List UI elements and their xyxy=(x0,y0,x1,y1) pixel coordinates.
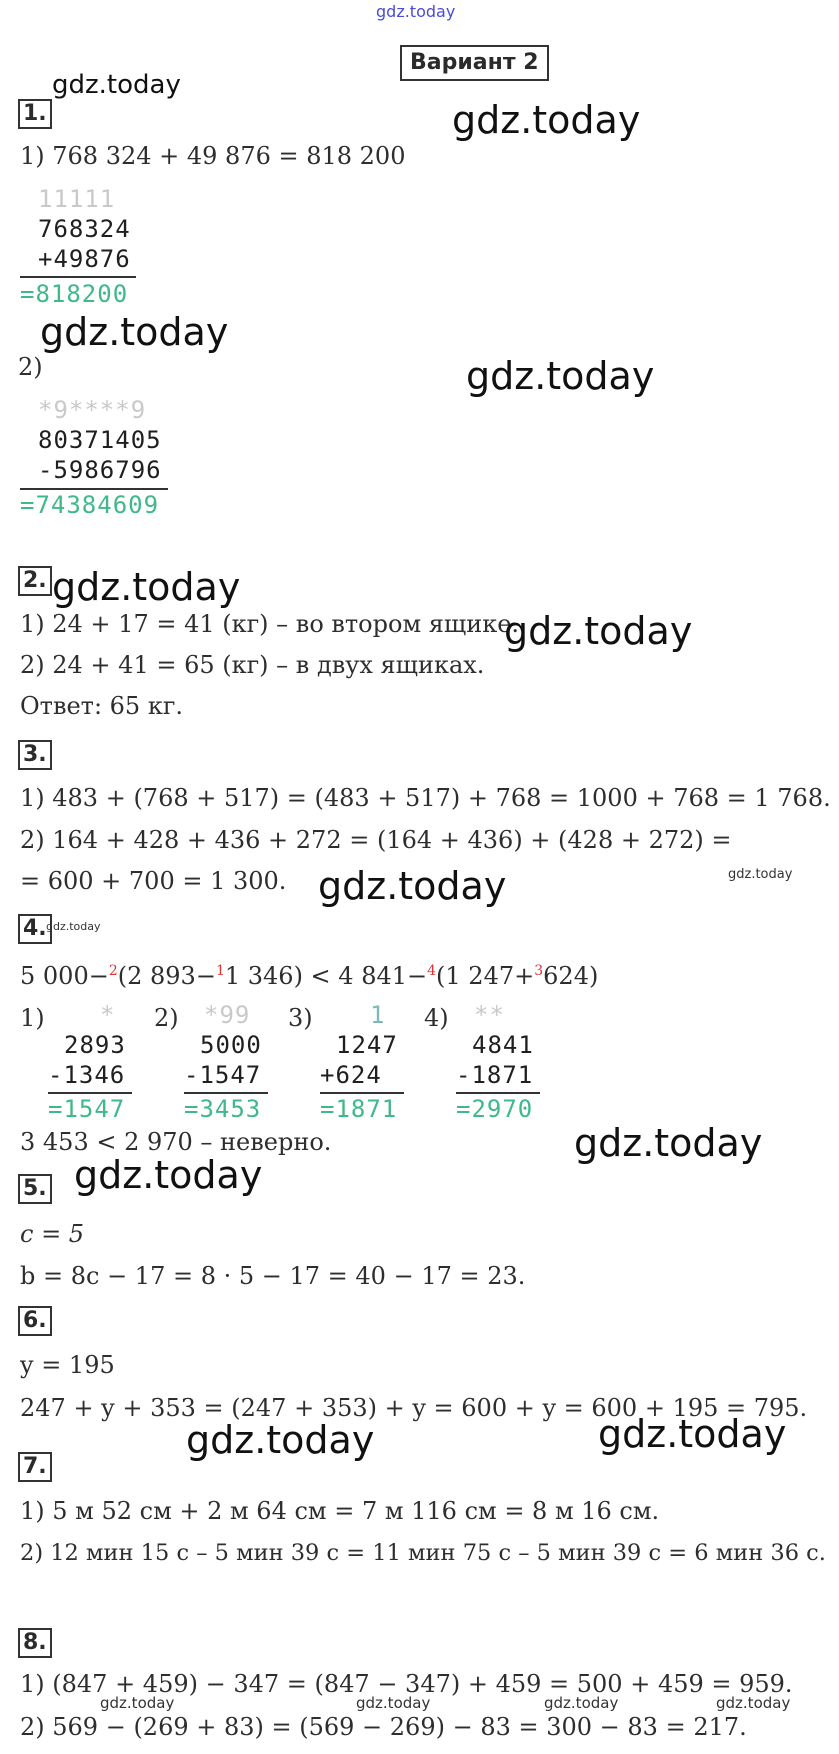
watermark: gdz.today xyxy=(74,1153,263,1197)
task-4-expression: 5 000−$^2$(2 893−$^1$1 346) < 4 841−$^4$(1 247+$^3$624) xyxy=(20,962,599,990)
task-2-line-1: 1) 24 + 17 = 41 (кг) – во втором ящике. xyxy=(20,610,520,638)
task-8-line-1: 1) (847 + 459) − 347 = (847 − 347) + 459 = 500 + 459 = 959. xyxy=(20,1670,793,1698)
task-3-number: 3. xyxy=(18,740,52,770)
task-5-line-1: c = 5 xyxy=(20,1220,85,1248)
result: =818200 xyxy=(20,280,129,308)
operand-b: -1547 xyxy=(184,1061,262,1089)
watermark: gdz.today xyxy=(186,1418,375,1462)
operand-a: 2893 xyxy=(64,1031,126,1059)
borrow-marks: *99 xyxy=(204,1001,251,1029)
task-1-line-1: 1) 768 324 + 49 876 = 818 200 xyxy=(20,142,406,170)
operand-a: 4841 xyxy=(472,1031,534,1059)
borrow-marks: *9****9 xyxy=(38,396,147,424)
watermark: gdz.today xyxy=(52,70,181,100)
result: =1547 xyxy=(48,1095,126,1123)
result: =3453 xyxy=(184,1095,262,1123)
task-1-label-2: 2) xyxy=(18,353,43,381)
variant-title: Вариант 2 xyxy=(400,45,549,81)
calc-label-2: 2) xyxy=(154,1004,179,1032)
watermark-top: gdz.today xyxy=(376,2,456,21)
borrow-marks: * xyxy=(100,1001,116,1029)
watermark: gdz.today xyxy=(46,920,101,933)
watermark: gdz.today xyxy=(574,1121,763,1165)
task-6-line-1: y = 195 xyxy=(20,1351,115,1379)
task-8-number: 8. xyxy=(18,1628,52,1658)
watermark: gdz.today xyxy=(52,565,241,609)
task-6-line-2: 247 + y + 353 = (247 + 353) + y = 600 + y = 600 + 195 = 795. xyxy=(20,1394,808,1422)
watermark: gdz.today xyxy=(452,98,641,142)
task-8-line-2: 2) 569 − (269 + 83) = (569 − 269) − 83 = 300 − 83 = 217. xyxy=(20,1713,747,1741)
calc-label-4: 4) xyxy=(424,1004,449,1032)
watermark: gdz.today xyxy=(100,1694,175,1712)
carry-digits: 1 xyxy=(370,1001,386,1029)
watermark: gdz.today xyxy=(40,310,229,354)
result: =1871 xyxy=(320,1095,398,1123)
operand-a: 1247 xyxy=(336,1031,398,1059)
watermark: gdz.today xyxy=(728,867,793,882)
task-3-line-1: 1) 483 + (768 + 517) = (483 + 517) + 768 = 1000 + 768 = 1 768. xyxy=(20,784,831,812)
result: =74384609 xyxy=(20,491,160,519)
watermark: gdz.today xyxy=(598,1412,787,1456)
calc-label-3: 3) xyxy=(288,1004,313,1032)
watermark: gdz.today xyxy=(504,609,693,653)
result: =2970 xyxy=(456,1095,534,1123)
operand-a: 768324 xyxy=(38,215,131,243)
sum-line xyxy=(20,276,136,278)
watermark: gdz.today xyxy=(356,1694,431,1712)
operand-a: 80371405 xyxy=(38,426,162,454)
calc-label-1: 1) xyxy=(20,1004,45,1032)
task-1-number: 1. xyxy=(18,99,52,129)
watermark: gdz.today xyxy=(466,354,655,398)
operand-a: 5000 xyxy=(200,1031,262,1059)
operand-b: +49876 xyxy=(38,245,131,273)
task-2-number: 2. xyxy=(18,566,52,596)
task-4-conclusion: 3 453 < 2 970 – неверно. xyxy=(20,1128,332,1156)
operand-b: +624 xyxy=(320,1061,382,1089)
task-7-line-1: 1) 5 м 52 см + 2 м 64 см = 7 м 116 см = 8 м 16 см. xyxy=(20,1497,660,1525)
task-7-line-2: 2) 12 мин 15 с – 5 мин 39 с = 11 мин 75 с – 5 мин 39 с = 6 мин 36 с. xyxy=(20,1540,826,1566)
task-3-line-2: 2) 164 + 428 + 436 + 272 = (164 + 436) + (428 + 272) = xyxy=(20,826,732,854)
task-5-number: 5. xyxy=(18,1174,52,1204)
watermark: gdz.today xyxy=(318,864,507,908)
operand-b: -1346 xyxy=(48,1061,126,1089)
task-3-line-3: = 600 + 700 = 1 300. xyxy=(20,867,287,895)
watermark: gdz.today xyxy=(544,1694,619,1712)
carry-digits: 11111 xyxy=(38,185,116,213)
operand-b: -5986796 xyxy=(38,456,162,484)
task-2-line-2: 2) 24 + 41 = 65 (кг) – в двух ящиках. xyxy=(20,651,485,679)
task-7-number: 7. xyxy=(18,1452,52,1482)
watermark: gdz.today xyxy=(716,1694,791,1712)
borrow-marks: ** xyxy=(474,1001,505,1029)
task-4-number: 4. xyxy=(18,914,52,944)
task-2-answer: Ответ: 65 кг. xyxy=(20,692,184,720)
task-5-line-2: b = 8c − 17 = 8 · 5 − 17 = 40 − 17 = 23. xyxy=(20,1262,526,1290)
operand-b: -1871 xyxy=(456,1061,534,1089)
task-6-number: 6. xyxy=(18,1306,52,1336)
